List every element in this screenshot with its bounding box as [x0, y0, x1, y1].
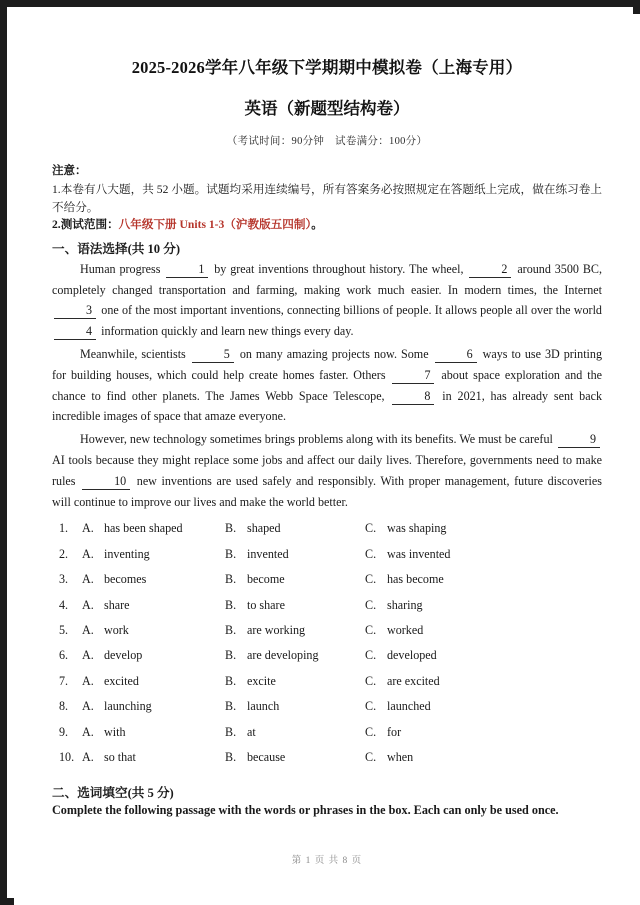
blank-1[interactable]: 1 — [166, 263, 208, 278]
blank-6[interactable]: 6 — [435, 348, 477, 363]
option-b-text: become — [247, 572, 285, 587]
option-a[interactable] — [82, 572, 225, 587]
option-c-letter: C. — [365, 749, 377, 764]
option-c[interactable] — [365, 674, 515, 689]
question-row — [52, 750, 602, 775]
option-b[interactable] — [225, 699, 365, 714]
option-b-text: excite — [247, 673, 276, 688]
option-b-letter: B. — [225, 749, 237, 764]
option-a-letter: A. — [82, 521, 94, 536]
option-b-letter: B. — [225, 622, 237, 637]
option-c-text: was invented — [387, 546, 451, 561]
page-title: 2025-2026学年八年级下学期期中模拟卷（上海专用） — [131, 58, 523, 77]
question-row — [52, 623, 602, 648]
blank-2[interactable]: 2 — [469, 263, 511, 278]
exam-paper-page — [14, 14, 640, 905]
exam-meta: （考试时间：90分钟 试卷满分：100分） — [226, 136, 428, 147]
option-a-text: share — [104, 597, 130, 612]
question-row — [52, 547, 602, 572]
option-c-letter: C. — [365, 648, 377, 663]
question-row — [52, 572, 602, 597]
passage-text: Human progress — [80, 261, 161, 276]
notice-item-1: 1.本卷有八大题，共 52 小题。试题均采用连续编号，所有答案务必按照规定在答题纸上完成，做在练习卷上不给分。 — [52, 183, 602, 214]
option-a-letter: A. — [82, 699, 94, 714]
blank-9[interactable]: 9 — [558, 433, 600, 448]
option-a-letter: A. — [82, 572, 94, 587]
option-a-text: develop — [104, 648, 143, 663]
question-number: 1. — [59, 521, 69, 536]
option-a-letter: A. — [82, 749, 94, 764]
passage-text: about space exploration and the chance to find other planets. The James Webb Space Telescope, — [52, 367, 602, 403]
option-c[interactable] — [365, 750, 515, 765]
option-a[interactable] — [82, 648, 225, 663]
option-a-text: launching — [104, 699, 152, 714]
question-number: 8. — [59, 699, 69, 714]
section-two-heading: 二、选词填空(共 5 分) — [52, 786, 174, 801]
section-two-instruction: Complete the following passage with the words or phrases in the box. Each can only be used once. — [52, 803, 559, 818]
option-c-letter: C. — [365, 622, 377, 637]
option-a-letter: A. — [82, 724, 94, 739]
option-a-letter: A. — [82, 597, 94, 612]
blank-5[interactable]: 5 — [192, 348, 234, 363]
option-b-letter: B. — [225, 724, 237, 739]
passage-text: information quickly and learn new things every day. — [101, 324, 354, 339]
question-row — [52, 521, 602, 546]
option-b[interactable] — [225, 725, 365, 740]
option-b-letter: B. — [225, 546, 237, 561]
question-row — [52, 699, 602, 724]
subject-title: 英语（新题型结构卷） — [244, 99, 410, 118]
option-c-letter: C. — [365, 597, 377, 612]
option-b-text: shaped — [247, 521, 281, 536]
option-a[interactable] — [82, 699, 225, 714]
option-a-text: has been shaped — [104, 521, 183, 536]
question-row — [52, 674, 602, 699]
notice-heading: 注意： — [52, 165, 87, 177]
question-number: 10. — [59, 749, 75, 764]
passage-paragraph-1 — [52, 259, 602, 342]
option-a-text: becomes — [104, 572, 147, 587]
option-c-text: developed — [387, 648, 437, 663]
option-b-letter: B. — [225, 521, 237, 536]
answer-options-list — [52, 521, 602, 775]
option-a-letter: A. — [82, 648, 94, 663]
question-number: 5. — [59, 622, 69, 637]
section-one-heading: 一、语法选择(共 10 分) — [52, 241, 181, 256]
page-content — [14, 14, 640, 818]
option-b-letter: B. — [225, 673, 237, 688]
option-c-letter: C. — [365, 673, 377, 688]
passage-text: in 2021, has already sent back incredible images of space that amaze everyone. — [52, 388, 602, 424]
option-a-letter: A. — [82, 673, 94, 688]
blank-3[interactable]: 3 — [54, 304, 96, 319]
option-b-text: launch — [247, 699, 280, 714]
option-b[interactable] — [225, 750, 365, 765]
passage-text: Meanwhile, scientists — [80, 347, 186, 362]
option-c-letter: C. — [365, 724, 377, 739]
option-a[interactable] — [82, 598, 225, 613]
passage-text: However, new technology sometimes brings problems along with its benefits. We must be careful — [80, 432, 553, 447]
option-b[interactable] — [225, 648, 365, 663]
question-number: 7. — [59, 673, 69, 688]
option-b[interactable] — [225, 674, 365, 689]
option-c-text: for — [387, 724, 402, 739]
blank-7[interactable]: 7 — [392, 369, 434, 384]
option-c-letter: C. — [365, 546, 377, 561]
option-c-letter: C. — [365, 572, 377, 587]
question-number: 3. — [59, 572, 69, 587]
option-c[interactable] — [365, 547, 515, 562]
question-row — [52, 725, 602, 750]
blank-8[interactable]: 8 — [392, 390, 434, 405]
option-a-text: with — [104, 724, 126, 739]
option-b-text: at — [247, 724, 256, 739]
option-b-letter: B. — [225, 572, 237, 587]
option-b[interactable] — [225, 572, 365, 587]
passage-text: by great inventions throughout history. The wheel, — [214, 261, 464, 276]
option-c[interactable] — [365, 648, 515, 663]
question-row — [52, 648, 602, 673]
question-number: 4. — [59, 597, 69, 612]
option-b[interactable] — [225, 547, 365, 562]
option-a-letter: A. — [82, 546, 94, 561]
option-c-letter: C. — [365, 521, 377, 536]
option-a[interactable] — [82, 674, 225, 689]
test-scope-range: 八年级下册 Units 1-3（沪教版五四制） — [118, 218, 312, 232]
question-number: 9. — [59, 724, 69, 739]
option-a-letter: A. — [82, 622, 94, 637]
question-number: 6. — [59, 648, 69, 663]
option-b-text: to share — [247, 597, 285, 612]
question-number: 2. — [59, 546, 69, 561]
option-b-text: are developing — [247, 648, 319, 663]
option-a[interactable] — [82, 547, 225, 562]
passage-paragraph-3 — [52, 429, 602, 512]
option-c[interactable] — [365, 521, 515, 536]
option-c[interactable] — [365, 598, 515, 613]
passage-text: on many amazing projects now. Some — [239, 347, 429, 362]
option-b-letter: B. — [225, 648, 237, 663]
option-c-letter: C. — [365, 699, 377, 714]
option-c-text: launched — [387, 699, 431, 714]
option-c-text: when — [387, 749, 414, 764]
option-b[interactable] — [225, 623, 365, 638]
option-a[interactable] — [82, 725, 225, 740]
option-b[interactable] — [225, 598, 365, 613]
passage-text: new inventions are used safely and responsibly. With proper management, future discoveries will continue to improve our lives and make the world better. — [52, 473, 602, 509]
notice-item-2-suffix: 。 — [311, 218, 323, 232]
option-a[interactable] — [82, 623, 225, 638]
option-c-text: has become — [387, 572, 444, 587]
option-c[interactable] — [365, 725, 515, 740]
option-a[interactable] — [82, 521, 225, 536]
notice-item-2-prefix: 2.测试范围： — [52, 218, 119, 232]
option-c[interactable] — [365, 699, 515, 714]
option-c-text: are excited — [387, 673, 440, 688]
option-b[interactable] — [225, 521, 365, 536]
option-c-text: worked — [387, 622, 424, 637]
option-b-letter: B. — [225, 699, 237, 714]
option-a-text: excited — [104, 673, 139, 688]
passage-text: ways to use 3D printing for building houses, which could help create homes faster. Others — [52, 347, 603, 382]
blank-10[interactable]: 10 — [82, 475, 130, 490]
passage-paragraph-2 — [52, 344, 602, 427]
option-c[interactable] — [365, 572, 515, 587]
option-a[interactable] — [82, 750, 225, 765]
option-a-text: inventing — [104, 546, 150, 561]
blank-4[interactable]: 4 — [54, 325, 96, 340]
question-row — [52, 598, 602, 623]
option-c-text: sharing — [387, 597, 423, 612]
passage-text: AI tools because they might replace some jobs and affect our daily lives. Therefore, governments need to make rules — [52, 453, 602, 488]
option-b-text: because — [247, 749, 286, 764]
option-a-text: so that — [104, 749, 136, 764]
option-c-text: was shaping — [387, 521, 447, 536]
passage-text: around 3500 BC, completely changed transportation and farming, making work much easier. In modern times, the Internet — [52, 261, 602, 297]
passage-text: one of the most important inventions, connecting billions of people. It allows people all over the world — [101, 303, 602, 318]
notice-item-2 — [52, 216, 602, 234]
page-footer: 第 1 页 共 8 页 — [291, 856, 363, 866]
option-c[interactable] — [365, 623, 515, 638]
option-b-text: are working — [247, 622, 306, 637]
option-a-text: work — [104, 622, 129, 637]
option-b-text: invented — [247, 546, 289, 561]
option-b-letter: B. — [225, 597, 237, 612]
